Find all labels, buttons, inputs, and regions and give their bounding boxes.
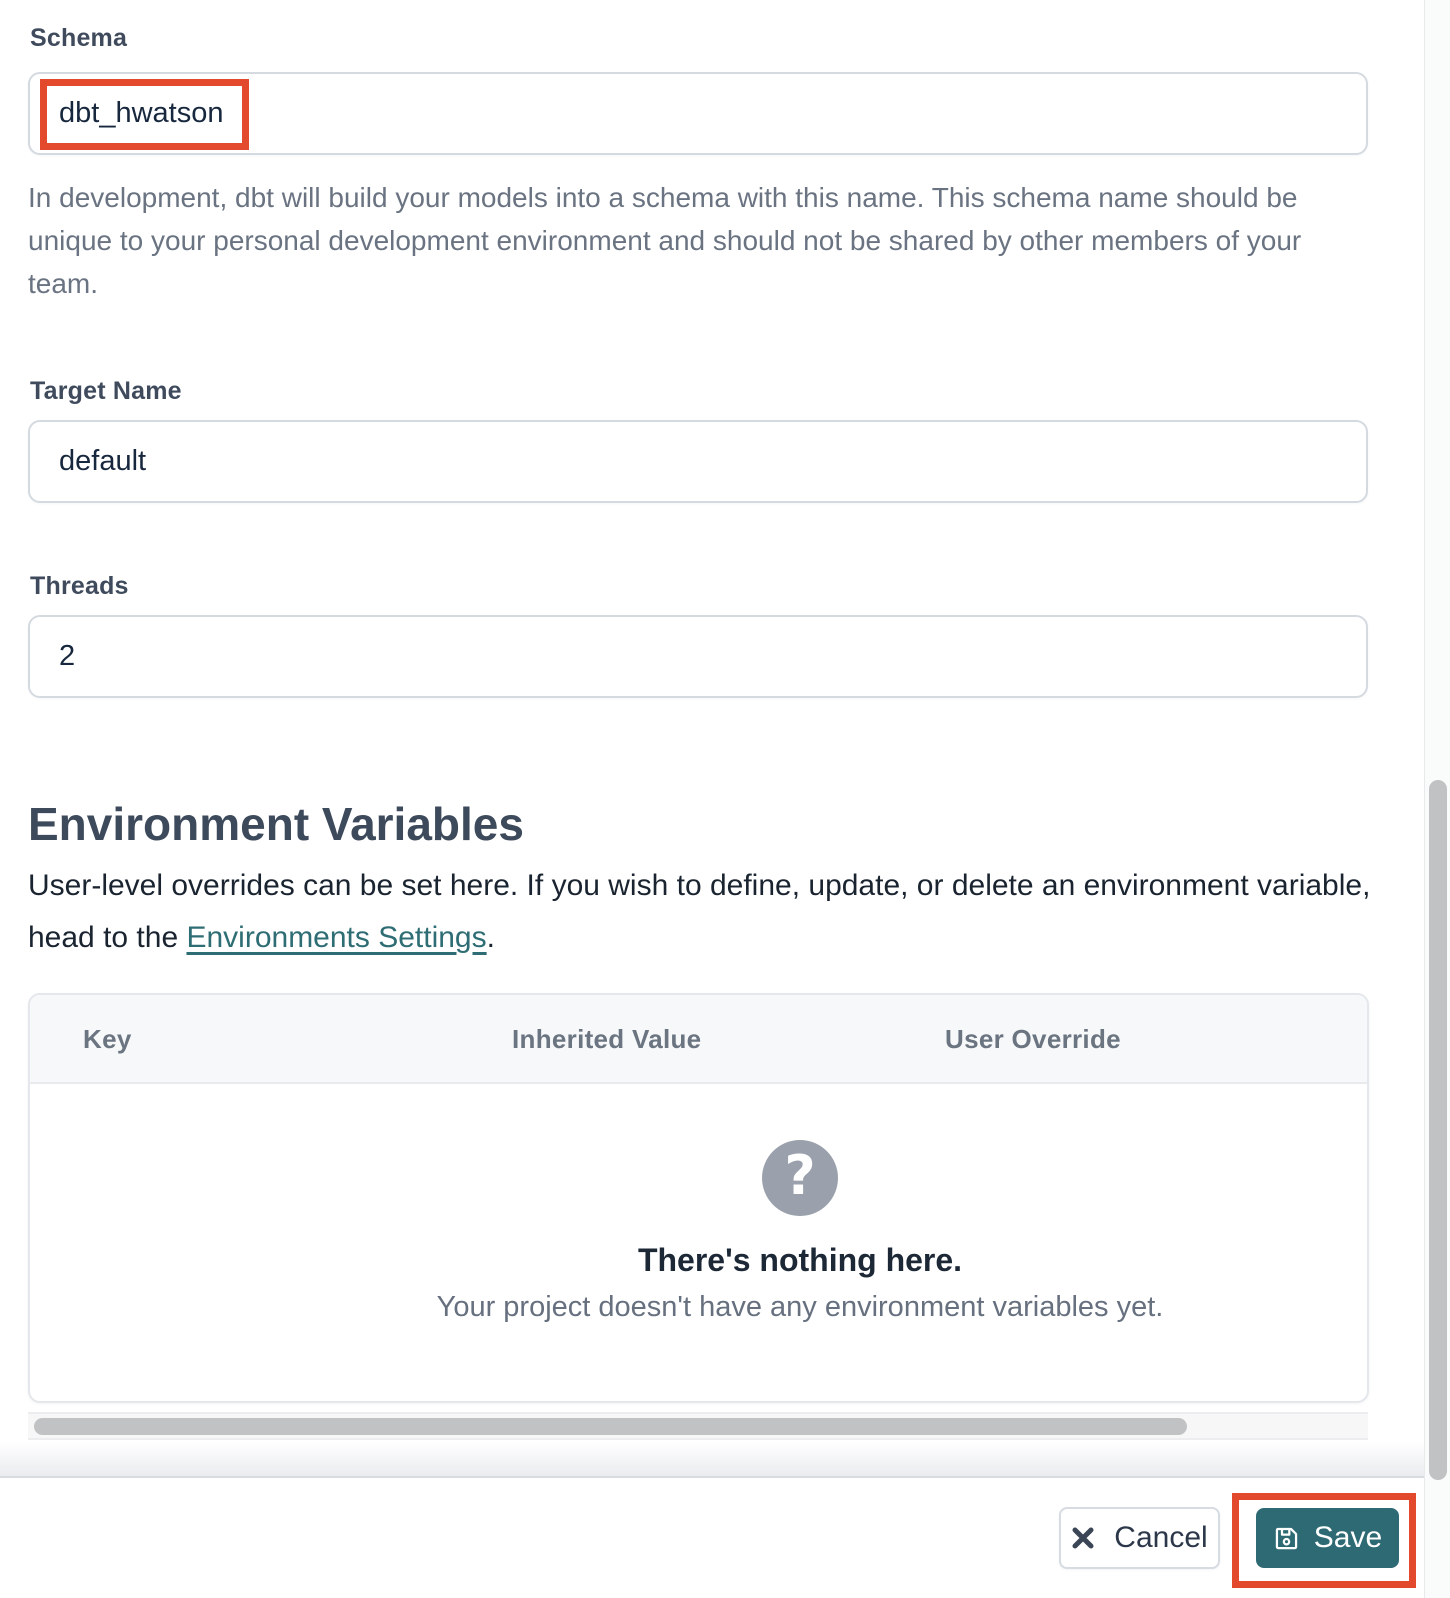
schema-help-text: In development, dbt will build your models into a schema with this name. This schema name should be unique to your personal development environment and should not be shared by other members of your team. <box>28 182 1302 299</box>
cancel-button[interactable] <box>1059 1507 1220 1569</box>
schema-input-value: dbt_hwatson <box>59 97 224 129</box>
env-vars-table <box>28 993 1369 1403</box>
footer-divider <box>0 1476 1424 1478</box>
save-icon <box>1273 1525 1300 1552</box>
question-circle-icon: ? <box>762 1140 838 1216</box>
target-name-input[interactable] <box>28 420 1368 503</box>
environments-settings-link[interactable]: Environments Settings <box>186 921 487 954</box>
vertical-scrollbar-thumb[interactable] <box>1429 780 1447 1480</box>
threads-input[interactable] <box>28 615 1368 698</box>
footer-fade <box>0 1441 1424 1476</box>
empty-state-subtitle: Your project doesn't have any environment variables yet. <box>436 1291 1164 1323</box>
vertical-scrollbar-track[interactable] <box>1424 0 1450 1598</box>
cancel-button-label: Cancel <box>1114 1521 1208 1554</box>
description-suffix: . <box>486 921 495 954</box>
column-header-user-override: User Override <box>945 1024 1121 1054</box>
threads-input-value: 2 <box>59 640 76 672</box>
environment-variables-heading: Environment Variables <box>28 798 524 850</box>
target-name-label: Target Name <box>30 377 182 405</box>
column-header-key: Key <box>83 1024 132 1054</box>
column-header-inherited-value: Inherited Value <box>512 1024 702 1054</box>
description-prefix: User-level overrides can be set here. If you wish to define, update, or delete an environment variable, head to the <box>28 869 1371 954</box>
x-icon <box>1071 1526 1095 1550</box>
horizontal-scrollbar-thumb[interactable] <box>34 1418 1187 1435</box>
empty-state <box>430 1140 1170 1324</box>
empty-state-title: There's nothing here. <box>637 1242 963 1278</box>
save-button-label: Save <box>1313 1521 1383 1554</box>
threads-label: Threads <box>30 572 129 600</box>
target-name-input-value: default <box>59 445 147 477</box>
environment-variables-description <box>28 860 1373 964</box>
schema-input[interactable] <box>28 72 1368 155</box>
horizontal-scrollbar-track[interactable] <box>28 1412 1368 1440</box>
env-vars-table-header <box>30 995 1367 1084</box>
schema-label: Schema <box>30 24 128 52</box>
save-button[interactable] <box>1256 1508 1399 1568</box>
